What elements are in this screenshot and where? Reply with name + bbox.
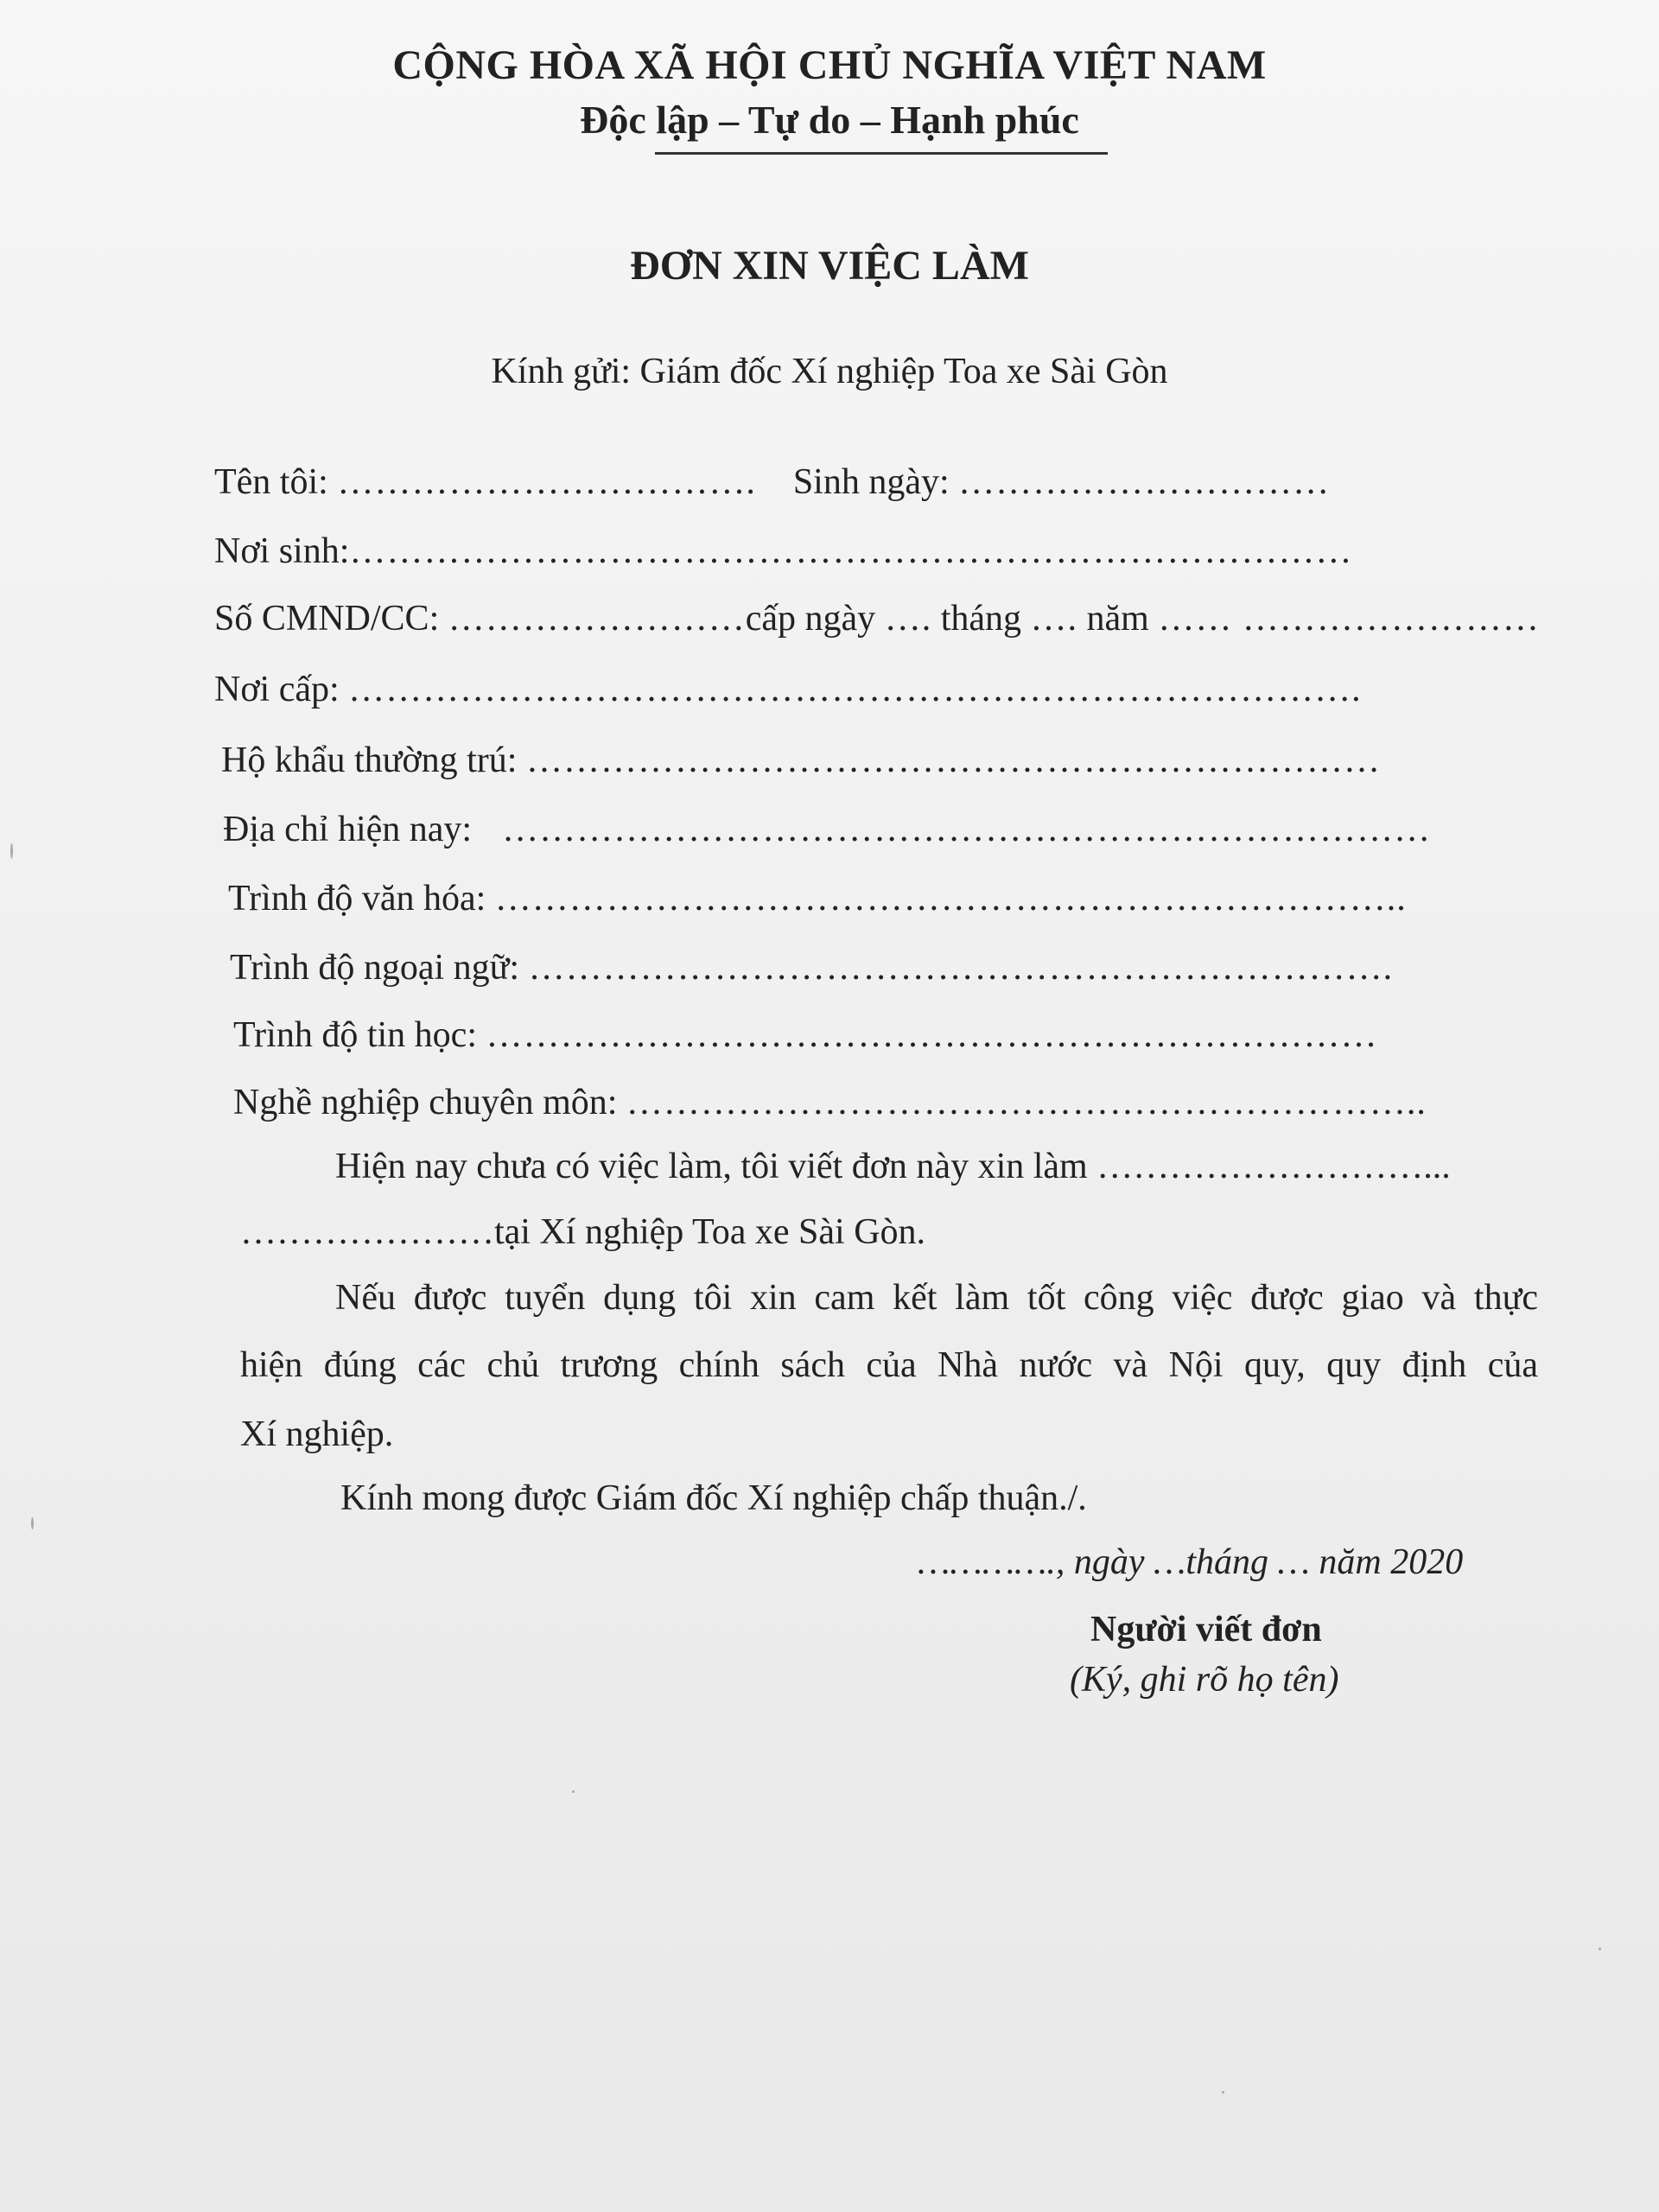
- it-blank: ………………………………………………………………: [486, 1015, 1378, 1055]
- field-address: [223, 809, 1431, 850]
- issued-month-blank: ….: [1030, 599, 1077, 639]
- paragraph-2-line-2: hiện đúng các chủ trương chính sách của Nhà nước và Nội quy, quy định của: [240, 1345, 1538, 1385]
- issued-day-blank: ….: [884, 599, 932, 639]
- issue-place-label: Nơi cấp:: [214, 670, 340, 709]
- field-name-dob: [214, 461, 1330, 503]
- field-id: [214, 598, 1540, 639]
- education-label: Trình độ văn hóa:: [228, 879, 486, 918]
- residence-label: Hộ khẩu thường trú:: [221, 741, 518, 780]
- issued-month-label: tháng: [940, 599, 1021, 639]
- nation-header: CỘNG HÒA XÃ HỘI CHỦ NGHĨA VIỆT NAM: [392, 42, 1267, 88]
- birthplace-label: Nơi sinh:: [214, 531, 350, 571]
- id-blank: ……………………: [448, 599, 746, 639]
- field-profession: [233, 1082, 1427, 1123]
- paper-mark: [572, 1790, 575, 1793]
- paper-mark: [31, 1517, 34, 1529]
- paragraph-3: Kính mong được Giám đốc Xí nghiệp chấp thuận./.: [340, 1478, 1087, 1518]
- paragraph-1-line-1: [335, 1146, 1451, 1187]
- issued-day-label: cấp ngày: [745, 599, 876, 639]
- address-blank: …………………………………………………………………: [502, 810, 1432, 849]
- address-label: Địa chỉ hiện nay:: [223, 810, 473, 849]
- birthplace-blank: ………………………………………………………………………: [349, 531, 1353, 571]
- paper-mark: [1222, 2091, 1224, 2094]
- it-label: Trình độ tin học:: [233, 1015, 477, 1055]
- issued-year-blank: …… ……………………: [1158, 599, 1540, 639]
- dob-blank: …………………………: [958, 462, 1331, 502]
- paragraph-1-line-2: [240, 1211, 925, 1253]
- issued-year-label: năm: [1086, 599, 1149, 639]
- signer-title: Người viết đơn: [1090, 1610, 1322, 1649]
- profession-blank: ………………………………………………………..: [626, 1083, 1427, 1122]
- p1-text: Hiện nay chưa có việc làm, tôi viết đơn này xin làm: [335, 1147, 1088, 1186]
- date-line: …………., ngày …tháng … năm 2020: [918, 1542, 1464, 1582]
- signer-note: (Ký, ghi rõ họ tên): [1070, 1660, 1339, 1700]
- name-label: Tên tôi:: [214, 462, 328, 502]
- p1-text-2: tại Xí nghiệp Toa xe Sài Gòn.: [494, 1212, 926, 1252]
- field-education: [228, 878, 1407, 919]
- paper-mark: [1599, 1948, 1601, 1950]
- dob-label: Sinh ngày:: [792, 462, 950, 502]
- language-label: Trình độ ngoại ngữ:: [230, 948, 520, 988]
- id-label: Số CMND/CC:: [214, 599, 440, 639]
- education-blank: ………………………………………………………………..: [494, 879, 1407, 918]
- recipient-line: Kính gửi: Giám đốc Xí nghiệp Toa xe Sài Gòn: [491, 352, 1168, 391]
- motto: Độc lập – Tự do – Hạnh phúc: [580, 98, 1079, 142]
- residence-blank: ……………………………………………………………: [525, 741, 1381, 780]
- document-title: ĐƠN XIN VIỆC LÀM: [630, 243, 1029, 289]
- position-blank: ………………………...: [1096, 1147, 1451, 1186]
- name-blank: …………………………….: [337, 462, 756, 502]
- profession-label: Nghề nghiệp chuyên môn:: [233, 1083, 618, 1122]
- field-language: [230, 947, 1393, 988]
- paragraph-2-line-3: Xí nghiệp.: [240, 1414, 394, 1454]
- department-blank: …………………: [240, 1212, 494, 1252]
- field-residence: [221, 740, 1381, 781]
- field-issue-place: [214, 669, 1362, 710]
- field-birthplace: [214, 531, 1352, 572]
- issue-place-blank: ……………………………………………………………………….: [348, 670, 1362, 709]
- field-it: [233, 1014, 1377, 1056]
- language-blank: …………………………………………………………….: [528, 948, 1394, 988]
- paper-mark: [10, 843, 13, 859]
- motto-underline: [655, 152, 1108, 155]
- paragraph-2-line-1: Nếu được tuyển dụng tôi xin cam kết làm tốt công việc được giao và thực: [335, 1278, 1538, 1318]
